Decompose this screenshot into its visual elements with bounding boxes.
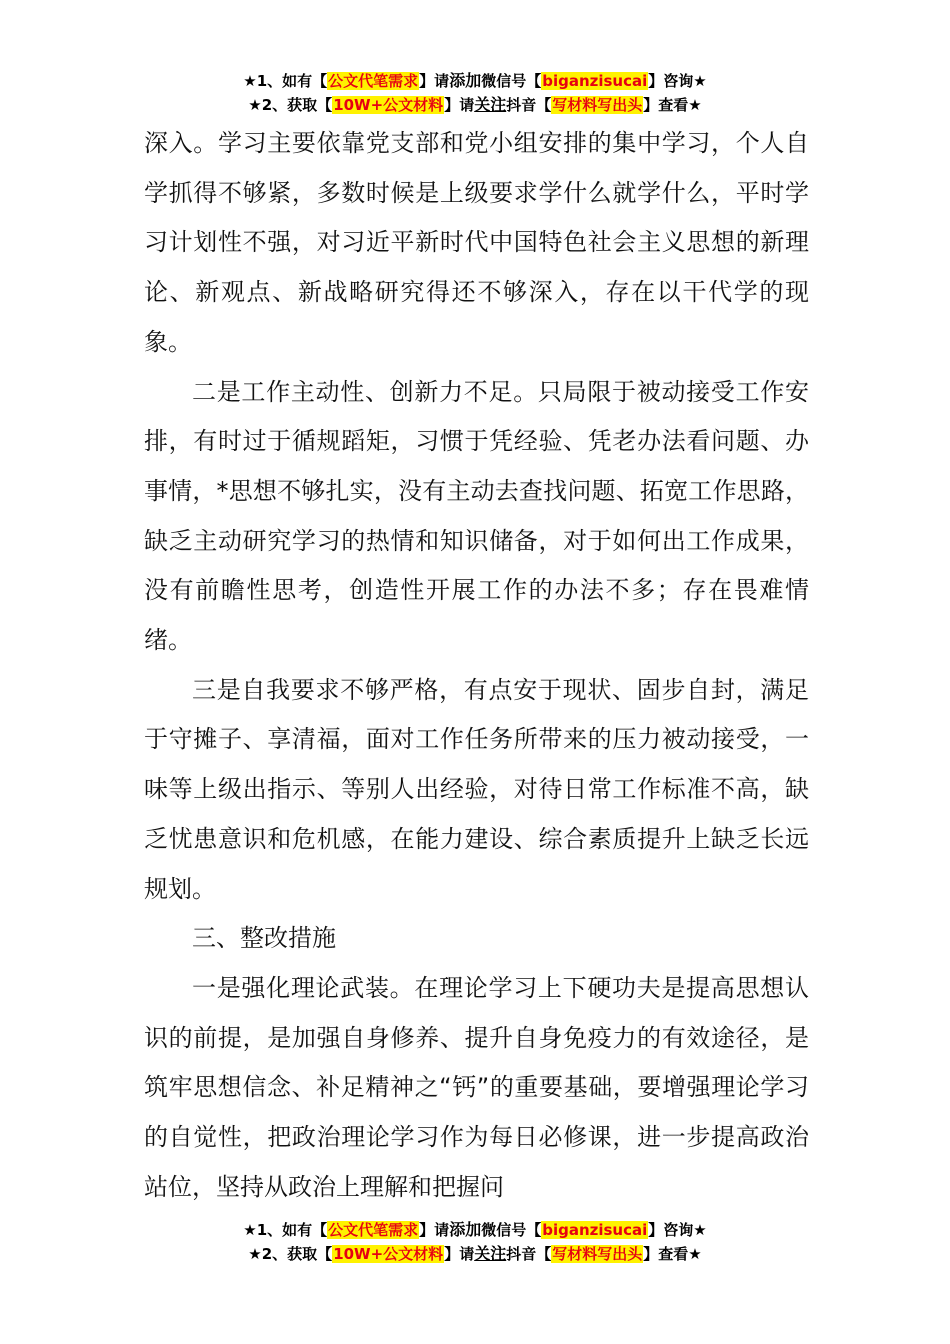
document-body (144, 119, 809, 1212)
banner-highlight: 写材料写出头 (552, 1245, 643, 1263)
banner-emphasis: 关注 (474, 95, 507, 114)
banner-emphasis: 关注 (474, 1244, 507, 1263)
banner-highlight: 写材料写出头 (552, 96, 643, 114)
paragraph-continuation: 深入。学习主要依靠党支部和党小组安排的集中学习，个人自学抓得不够紧，多数时候是上级要求学什么就学什么，平时学习计划性不强，对习近平新时代中国特色社会主义思想的新理论、新观点、新战略研究得还不够深入，存在以干代学的现象。 (144, 129, 809, 356)
footer-banner (0, 1218, 950, 1266)
banner-emphasis: 添加 (449, 71, 482, 90)
banner-highlight: biganzisucai (542, 72, 648, 90)
banner-line-2: ★2、获取【10W+公文材料】请关注抖音【写材料写出头】查看★ (248, 95, 702, 114)
banner-highlight: 10W+公文材料 (333, 96, 444, 114)
paragraph-problem-3: 三是自我要求不够严格，有点安于现状、固步自封，满足于守摊子、享清福，面对工作任务所带来的压力被动接受，一味等上级出指示、等别人出经验，对待日常工作标准不高，缺乏忧患意识和危机感，在能力建设、综合素质提升上缺乏长远规划。 (144, 675, 809, 903)
header-banner (0, 69, 950, 117)
banner-highlight: 公文代笔需求 (328, 72, 419, 90)
banner-emphasis: 添加 (449, 1220, 482, 1239)
section-heading: 三、整改措施 (192, 924, 336, 953)
banner-line-1: ★1、如有【公文代笔需求】请添加微信号【biganzisucai】咨询★ (243, 71, 707, 90)
banner-highlight: 公文代笔需求 (328, 1221, 419, 1239)
banner-line-2: ★2、获取【10W+公文材料】请关注抖音【写材料写出头】查看★ (248, 1244, 702, 1263)
banner-highlight: biganzisucai (542, 1221, 648, 1239)
paragraph-measure-1: 一是强化理论武装。在理论学习上下硬功夫是提高思想认识的前提，是加强自身修养、提升自身免疫力的有效途径，是筑牢思想信念、补足精神之“钙”的重要基础，要增强理论学习的自觉性，把政治理论学习作为每日必修课，进一步提高政治站位，坚持从政治上理解和把握问 (144, 973, 809, 1201)
banner-line-1: ★1、如有【公文代笔需求】请添加微信号【biganzisucai】咨询★ (243, 1220, 707, 1239)
banner-highlight: 10W+公文材料 (333, 1245, 444, 1263)
paragraph-problem-2: 二是工作主动性、创新力不足。只局限于被动接受工作安排，有时过于循规蹈矩，习惯于凭经验、凭老办法看问题、办事情，*思想不够扎实，没有主动去查找问题、拓宽工作思路，缺乏主动研究学习的热情和知识储备，对于如何出工作成果，没有前瞻性思考，创造性开展工作的办法不多；存在畏难情绪。 (144, 377, 809, 655)
